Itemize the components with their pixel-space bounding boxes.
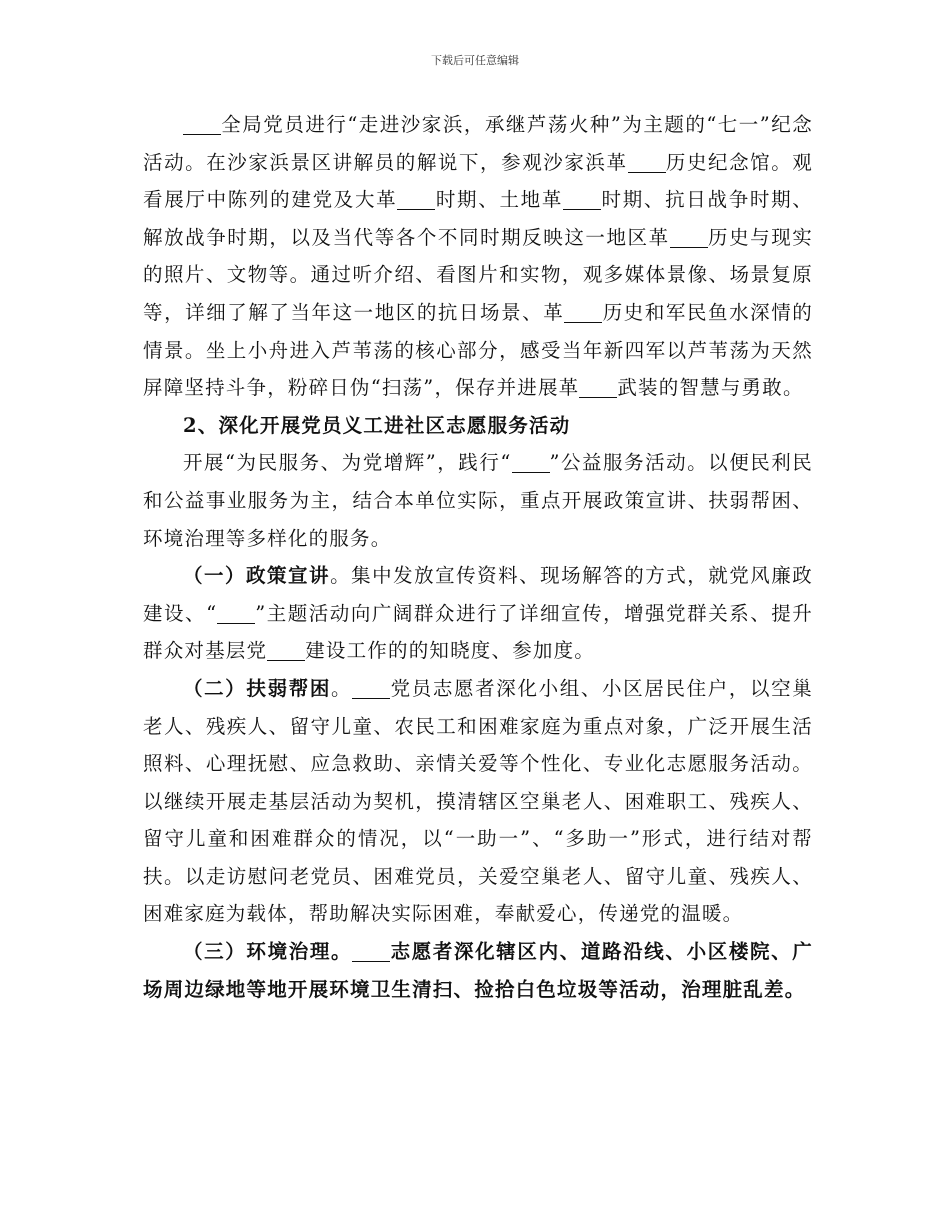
blank-line	[352, 678, 390, 699]
text-segment: 历史纪念馆。观看展厅中陈列的建党及大革	[143, 150, 813, 212]
text-segment: 。集中发放宣传资料、现场解答的方式，就党风廉政建设、“	[143, 564, 813, 625]
blank-line	[352, 942, 390, 963]
text-segment: 历史与现实的照片、文物等。通过听介绍、看图片和实物，观多媒体景像、场景复原等，详细了解了当年这一地区的抗日场景、革	[143, 225, 813, 324]
blank-line	[628, 152, 666, 173]
paragraph-environment	[143, 933, 813, 1008]
blank-line	[397, 190, 435, 211]
text-segment: 武装的智慧与勇敢。	[617, 376, 804, 400]
paragraph-policy-promotion	[143, 557, 813, 670]
blank-line	[183, 115, 221, 136]
text-segment: 党员志愿者深化小组、小区居民住户，以空巢老人、残疾人、留守儿童、农民工和困难家庭为重点对象，广泛开展生活照料、心理抚慰、应急救助、亲情关爱等个性化、专业化志愿服务活动。以继续开展走基层活动为契机，摸清辖区空巢老人、困难职工、残疾人、留守儿童和困难群众的情况，以“一助一”、“多助一”形式，进行结对帮扶。以走访慰问老党员、困难党员，关爱空巢老人、留守儿童、残疾人、困难家庭为载体，帮助解决实际困难，奉献爱心，传递党的温暖。	[143, 676, 813, 926]
item-lead: （二）扶弱帮困	[183, 676, 331, 700]
item-lead: （一）政策宣讲	[183, 564, 331, 588]
text-segment: 历史和军民鱼水深情的情景。坐上小舟进入芦苇荡的核心部分，感受当年新四军以芦苇荡为天然屏障坚持斗争，粉碎日伪“扫荡”，保存并进展革	[143, 300, 813, 400]
text-segment: ”主题活动向广阔群众进行了详细宣传，增强党群关系、提升群众对基层党	[143, 601, 813, 663]
text-segment: 时期、抗日战争时期、解放战争时期，以及当代等各个不同时期反映这一地区革	[143, 188, 813, 249]
section-heading: 2、深化开展党员义工进社区志愿服务活动	[183, 413, 571, 437]
paragraph-assist-needy	[143, 670, 813, 933]
paragraph-memorial-activity	[143, 106, 813, 407]
blank-line	[563, 190, 601, 211]
item-lead: （三）环境治理。	[183, 940, 353, 964]
blank-line	[670, 227, 708, 248]
paragraph-public-service	[143, 444, 813, 557]
blank-line	[564, 302, 602, 323]
text-segment: 建设工作的的知晓度、参加度。	[305, 639, 596, 663]
blank-line	[579, 378, 617, 399]
text-segment: ”公益服务活动。以便民利民和公益事业服务为主，结合本单位实际，重点开展政策宣讲、扶弱帮困、环境治理等多样化的服务。	[143, 451, 813, 550]
blank-line	[512, 453, 550, 474]
page-header: 下载后可任意编辑	[431, 54, 519, 67]
blank-line	[217, 603, 255, 624]
blank-line	[267, 641, 305, 662]
text-segment: 开展“为民服务、为党增辉”，践行“	[183, 451, 512, 475]
text-segment: 时期、土地革	[435, 188, 564, 212]
text-segment: 。	[331, 676, 353, 700]
document-body	[143, 106, 813, 1008]
text-segment: 全局党员进行“走进沙家浜，承继芦荡火种”为主题的“七一”纪念活动。在沙家浜景区讲解员的解说下，参观沙家浜革	[143, 113, 813, 174]
text-segment: 志愿者深化辖区内、道路沿线、小区楼院、广场周边绿地等地开展环境卫生清扫、捡拾白色垃圾等活动，治理脏乱差。	[143, 940, 813, 1001]
